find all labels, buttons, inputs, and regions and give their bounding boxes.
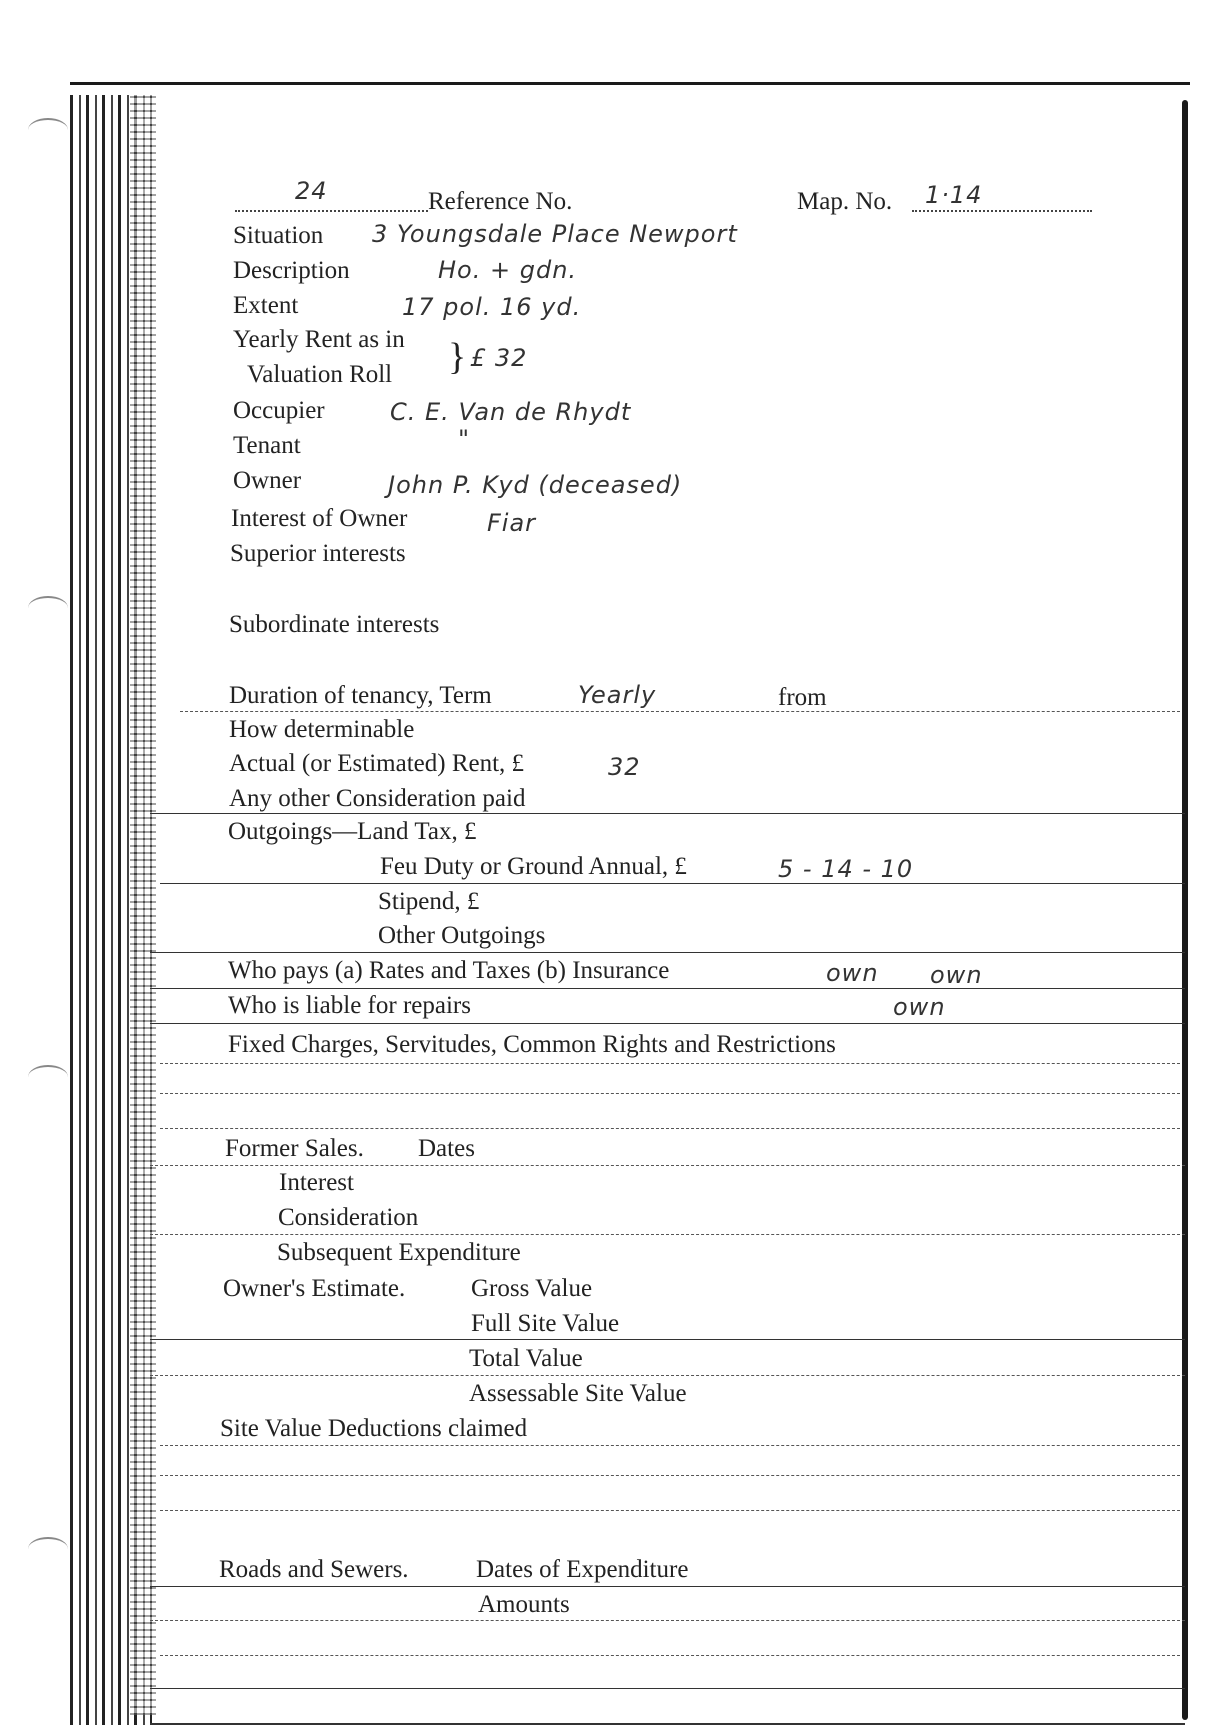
- other-consideration-label: Any other Consideration paid: [229, 785, 526, 812]
- full-site-value-label: Full Site Value: [471, 1310, 620, 1337]
- full-site-line: [150, 1339, 1185, 1340]
- fixed-charges-line-1: [160, 1063, 1180, 1064]
- interest-owner-label: Interest of Owner: [231, 505, 408, 532]
- punch-hole-2: [28, 596, 68, 620]
- outgoings-label: Outgoings—Land Tax, £: [228, 818, 477, 845]
- repairs-line: [150, 1023, 1185, 1024]
- reference-line: [235, 210, 428, 212]
- consideration-line: [150, 813, 1185, 814]
- total-value-line: [150, 1375, 1185, 1376]
- feu-duty-label: Feu Duty or Ground Annual, £: [380, 853, 687, 880]
- situation-value: 3 Youngsdale Place Newport: [372, 220, 738, 248]
- occupier-label: Occupier: [233, 397, 325, 424]
- punch-hole-3: [28, 1065, 68, 1089]
- assessable-site-value-label: Assessable Site Value: [469, 1380, 687, 1407]
- subordinate-interests-label: Subordinate interests: [229, 611, 440, 638]
- former-sales-line: [150, 1165, 1185, 1166]
- owner-label: Owner: [233, 467, 302, 494]
- tenant-label: Tenant: [233, 432, 301, 459]
- amounts-line: [150, 1620, 1185, 1621]
- actual-rent-label: Actual (or Estimated) Rent, £: [229, 750, 525, 777]
- stipend-label: Stipend, £: [378, 888, 480, 915]
- former-sales-label: Former Sales.: [225, 1135, 364, 1162]
- duration-value: Yearly: [578, 681, 657, 709]
- amounts-label: Amounts: [478, 1591, 570, 1618]
- who-pays-line: [150, 988, 1185, 989]
- map-line: [912, 210, 1092, 212]
- situation-label: Situation: [233, 222, 324, 249]
- deductions-line-2: [160, 1475, 1180, 1476]
- duration-line: [180, 711, 1180, 712]
- fixed-charges-line-3: [160, 1128, 1180, 1129]
- map-value: 1·14: [925, 181, 983, 209]
- duration-label: Duration of tenancy, Term: [229, 682, 492, 709]
- roads-line-3: [160, 1655, 1180, 1656]
- map-label: Map. No.: [797, 188, 893, 215]
- deductions-line-1: [160, 1445, 1180, 1446]
- extent-label: Extent: [233, 292, 299, 319]
- who-pays-label: Who pays (a) Rates and Taxes (b) Insurance: [228, 957, 670, 984]
- who-pays-rates-value: own: [826, 959, 879, 987]
- punch-hole-1: [28, 118, 68, 142]
- outgoings-line: [150, 952, 1185, 953]
- owner-value: John P. Kyd (deceased): [388, 471, 683, 499]
- tenant-value: ": [458, 425, 471, 453]
- roads-line-4: [150, 1688, 1185, 1689]
- who-pays-insurance-value: own: [930, 961, 983, 989]
- binding-stitching: [130, 95, 156, 1715]
- description-value: Ho. + gdn.: [438, 256, 578, 284]
- roads-line: [150, 1586, 1185, 1587]
- yearly-rent-label-1: Yearly Rent as in: [233, 326, 405, 353]
- reference-value: 24: [295, 177, 328, 205]
- superior-interests-label: Superior interests: [230, 540, 406, 567]
- other-outgoings-label: Other Outgoings: [378, 922, 546, 949]
- reference-label: Reference No.: [428, 188, 573, 215]
- consideration-label: Consideration: [278, 1204, 419, 1231]
- sales-consideration-line: [150, 1234, 1185, 1235]
- dates-label: Dates: [418, 1135, 475, 1162]
- repairs-value: own: [893, 993, 946, 1021]
- deductions-label: Site Value Deductions claimed: [220, 1415, 528, 1442]
- subsequent-expenditure-label: Subsequent Expenditure: [277, 1239, 521, 1266]
- page-bottom-edge: [150, 1723, 1185, 1725]
- interest-label: Interest: [279, 1169, 354, 1196]
- roads-sewers-label: Roads and Sewers.: [219, 1556, 409, 1583]
- from-label: from: [778, 684, 827, 711]
- occupier-value: C. E. Van de Rhydt: [390, 398, 632, 426]
- description-label: Description: [233, 257, 350, 284]
- interest-owner-value: Fiar: [487, 509, 537, 537]
- deductions-line-3: [160, 1510, 1180, 1511]
- feu-duty-value: 5 - 14 - 10: [778, 855, 914, 883]
- repairs-label: Who is liable for repairs: [228, 992, 471, 1019]
- yearly-rent-label-2: Valuation Roll: [247, 361, 393, 388]
- actual-rent-value: 32: [608, 753, 641, 781]
- dates-expenditure-label: Dates of Expenditure: [476, 1556, 689, 1583]
- gross-value-label: Gross Value: [471, 1275, 593, 1302]
- extent-value: 17 pol. 16 yd.: [402, 293, 582, 321]
- determinable-label: How determinable: [229, 716, 415, 743]
- owners-estimate-label: Owner's Estimate.: [223, 1275, 406, 1302]
- punch-hole-4: [28, 1537, 68, 1561]
- page-right-edge: [1182, 100, 1188, 1720]
- total-value-label: Total Value: [469, 1345, 583, 1372]
- yearly-rent-value: £ 32: [470, 344, 528, 372]
- fixed-charges-line-2: [160, 1093, 1180, 1094]
- yearly-rent-brace: }: [448, 336, 467, 378]
- feu-duty-line: [160, 883, 1185, 884]
- fixed-charges-label: Fixed Charges, Servitudes, Common Rights and Restrictions: [228, 1031, 836, 1058]
